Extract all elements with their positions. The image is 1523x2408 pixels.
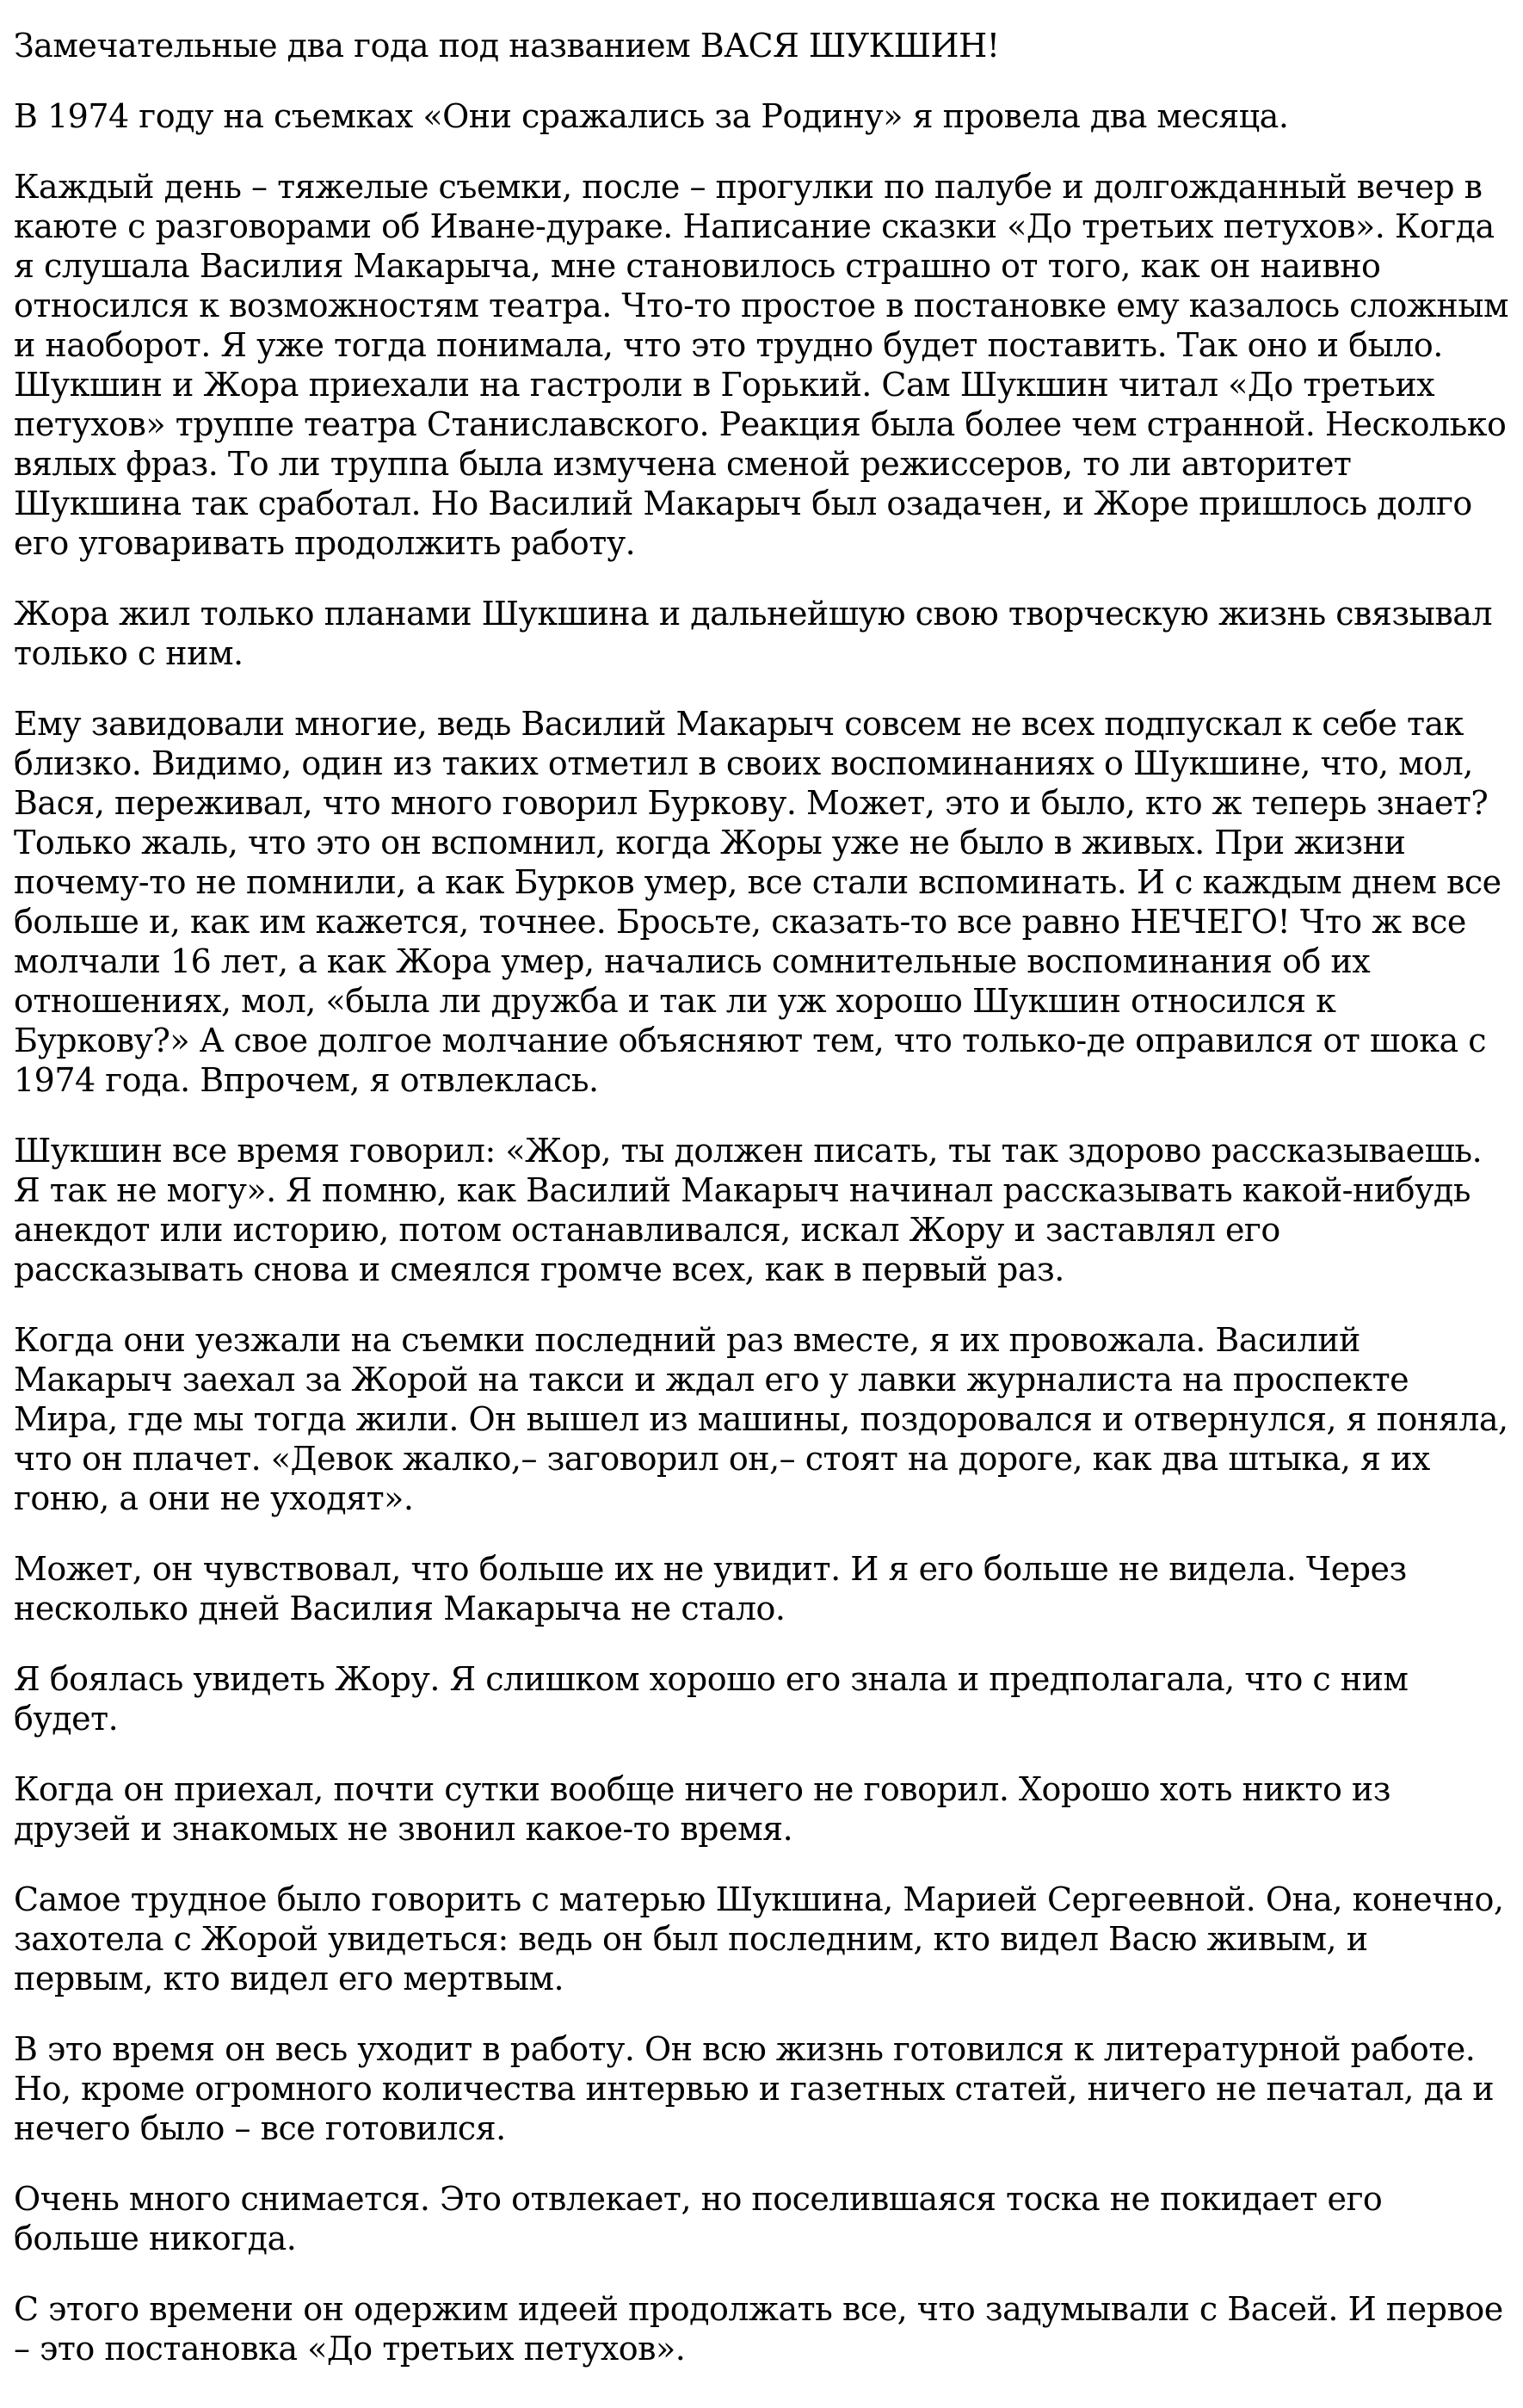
paragraph: В 1974 году на съемках «Они сражались за Родину» я провела два месяца. <box>14 97 1289 135</box>
paragraph: Когда они уезжали на съемки последний раз вместе, я их провожала. Василий Макарыч заехал за Жорой на такси и ждал его у лавки журналиста на проспекте Мира, где мы тогда жили. Он вышел из машины, поздоровался и отвернулся, я поняла, что он плачет. «Девок жалко,– заговорил он,– стоят на дороге, как два штыка, я их гоню, а они не уходят». <box>14 1321 1508 1517</box>
paragraph: Жора жил только планами Шукшина и дальнейшую свою творческую жизнь связывал только с ним. <box>14 595 1493 672</box>
document-title: Замечательные два года под названием ВАСЯ ШУКШИН! <box>14 27 1000 65</box>
paragraph: С этого времени он одержим идеей продолжать все, что задумывали с Васей. И первое – это постановка «До третьих петухов». <box>14 2290 1503 2368</box>
paragraph: Очень много снимается. Это отвлекает, но поселившаяся тоска не покидает его больше никогда. <box>14 2180 1383 2257</box>
paragraph: Я боялась увидеть Жору. Я слишком хорошо его знала и предполагала, что с ним будет. <box>14 1660 1409 1738</box>
paragraph: Когда он приехал, почти сутки вообще ничего не говорил. Хорошо хоть никто из друзей и знакомых не звонил какое-то время. <box>14 1770 1390 1848</box>
paragraph: В это время он весь уходит в работу. Он всю жизнь готовился к литературной работе. Но, кроме огромного количества интервью и газетных статей, ничего не печатал, да и нечего было – все готовился. <box>14 2030 1495 2147</box>
paragraph: Каждый день – тяжелые съемки, после – прогулки по палубе и долгожданный вечер в каюте с разговорами об Иване-дураке. Написание сказки «До третьих петухов». Когда я слушала Василия Макарыча, мне становилось страшно от того, как он наивно относился к возможностям театра. Что-то простое в постановке ему казалось сложным и наоборот. Я уже тогда понимала, что это трудно будет поставить. Так оно и было. Шукшин и Жора приехали на гастроли в Горький. Сам Шукшин читал «До третьих петухов» труппе театра Станиславского. Реакция была более чем странной. Несколько вялых фраз. То ли труппа была измучена сменой режиссеров, то ли авторитет Шукшина так сработал. Но Василий Макарыч был озадачен, и Жоре пришлось долго его уговаривать продолжить работу. <box>14 168 1509 562</box>
paragraph: Может, он чувствовал, что больше их не увидит. И я его больше не видела. Через несколько дней Василия Макарыча не стало. <box>14 1550 1407 1627</box>
paragraph: Ему завидовали многие, ведь Василий Макарыч совсем не всех подпускал к себе так близко. Видимо, один из таких отметил в своих воспоминаниях о Шукшине, что, мол, Вася, переживал, что много говорил Буркову. Может, это и было, кто ж теперь знает? Только жаль, что это он вспомнил, когда Жоры уже не было в живых. При жизни почему-то не помнили, а как Бурков умер, все стали вспоминать. И с каждым днем все больше и, как им кажется, точнее. Бросьте, сказать-то все равно НЕЧЕГО! Что ж все молчали 16 лет, а как Жора умер, начались сомнительные воспоминания об их отношениях, мол, «была ли дружба и так ли уж хорошо Шукшин относился к Буркову?» А свое долгое молчание объясняют тем, что только-де оправился от шока с 1974 года. Впрочем, я отвлеклась. <box>14 705 1501 1099</box>
paragraph: Шукшин все время говорил: «Жор, ты должен писать, ты так здорово рассказываешь. Я так не могу». Я помню, как Василий Макарыч начинал рассказывать какой-нибудь анекдот или историю, потом останавливался, искал Жору и заставлял его рассказывать снова и смеялся громче всех, как в первый раз. <box>14 1132 1483 1288</box>
paragraph: Самое трудное было говорить с матерью Шукшина, Марией Сергеевной. Она, конечно, захотела с Жорой увидеться: ведь он был последним, кто видел Васю живым, и первым, кто видел его мертвым. <box>14 1880 1504 1997</box>
